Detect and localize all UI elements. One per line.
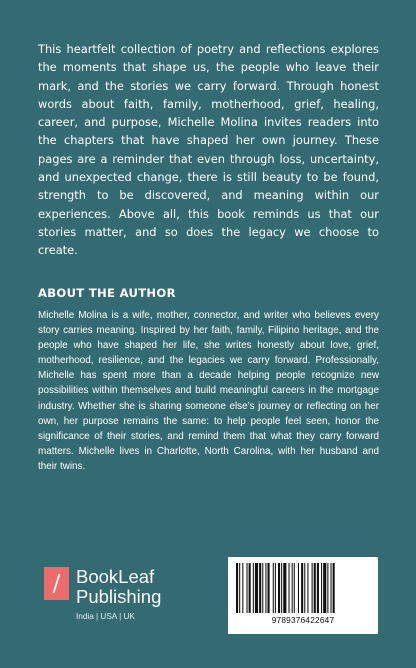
publisher-regions: India | USA | UK — [76, 612, 135, 621]
slash-logo-icon — [44, 567, 69, 600]
barcode-bars-icon — [234, 563, 372, 613]
book-description: This heartfelt collection of poetry and reflections explores the moments that shape us, the people who leave their mark, and the stories we carry forward. Through honest words about faith, family, motherhood, grief, healing, career, and purpose, Michelle Molina invites readers into the chapters that have shaped her own journey. These pages are a reminder that even through loss, uncertainty, and unexpected change, there is still beauty to be found, strength to be discovered, and meaning within our experiences. Above all, this book reminds us that our stories matter, and so does the legacy we choose to create. — [38, 42, 379, 258]
isbn-number: 9789376422647 — [271, 615, 335, 625]
publisher-name-line1: BookLeaf — [76, 566, 155, 587]
isbn-barcode — [228, 557, 378, 634]
about-author-heading: ABOUT THE AUTHOR — [38, 286, 176, 300]
publisher-name-line2: Publishing — [76, 586, 162, 607]
about-author-text: Michelle Molina is a wife, mother, connector, and writer who believes every story carries meaning. Inspired by her faith, family, Filipino heritage, and the people who have shaped her life, she writes honestly about love, grief, motherhood, resilience, and the legacies we carry forward. Professionally, Michelle has spent more than a decade helping people recognize new possibilities within themselves and build meaningful careers in the mortgage industry. Whether she is sharing someone else’s journey or reflecting on her own, her purpose remains the same: to help people feel seen, honor the significance of their stories, and remind them that what they carry forward matters. Michelle lives in Charlotte, North Carolina, with her husband and their twins. — [38, 310, 379, 472]
